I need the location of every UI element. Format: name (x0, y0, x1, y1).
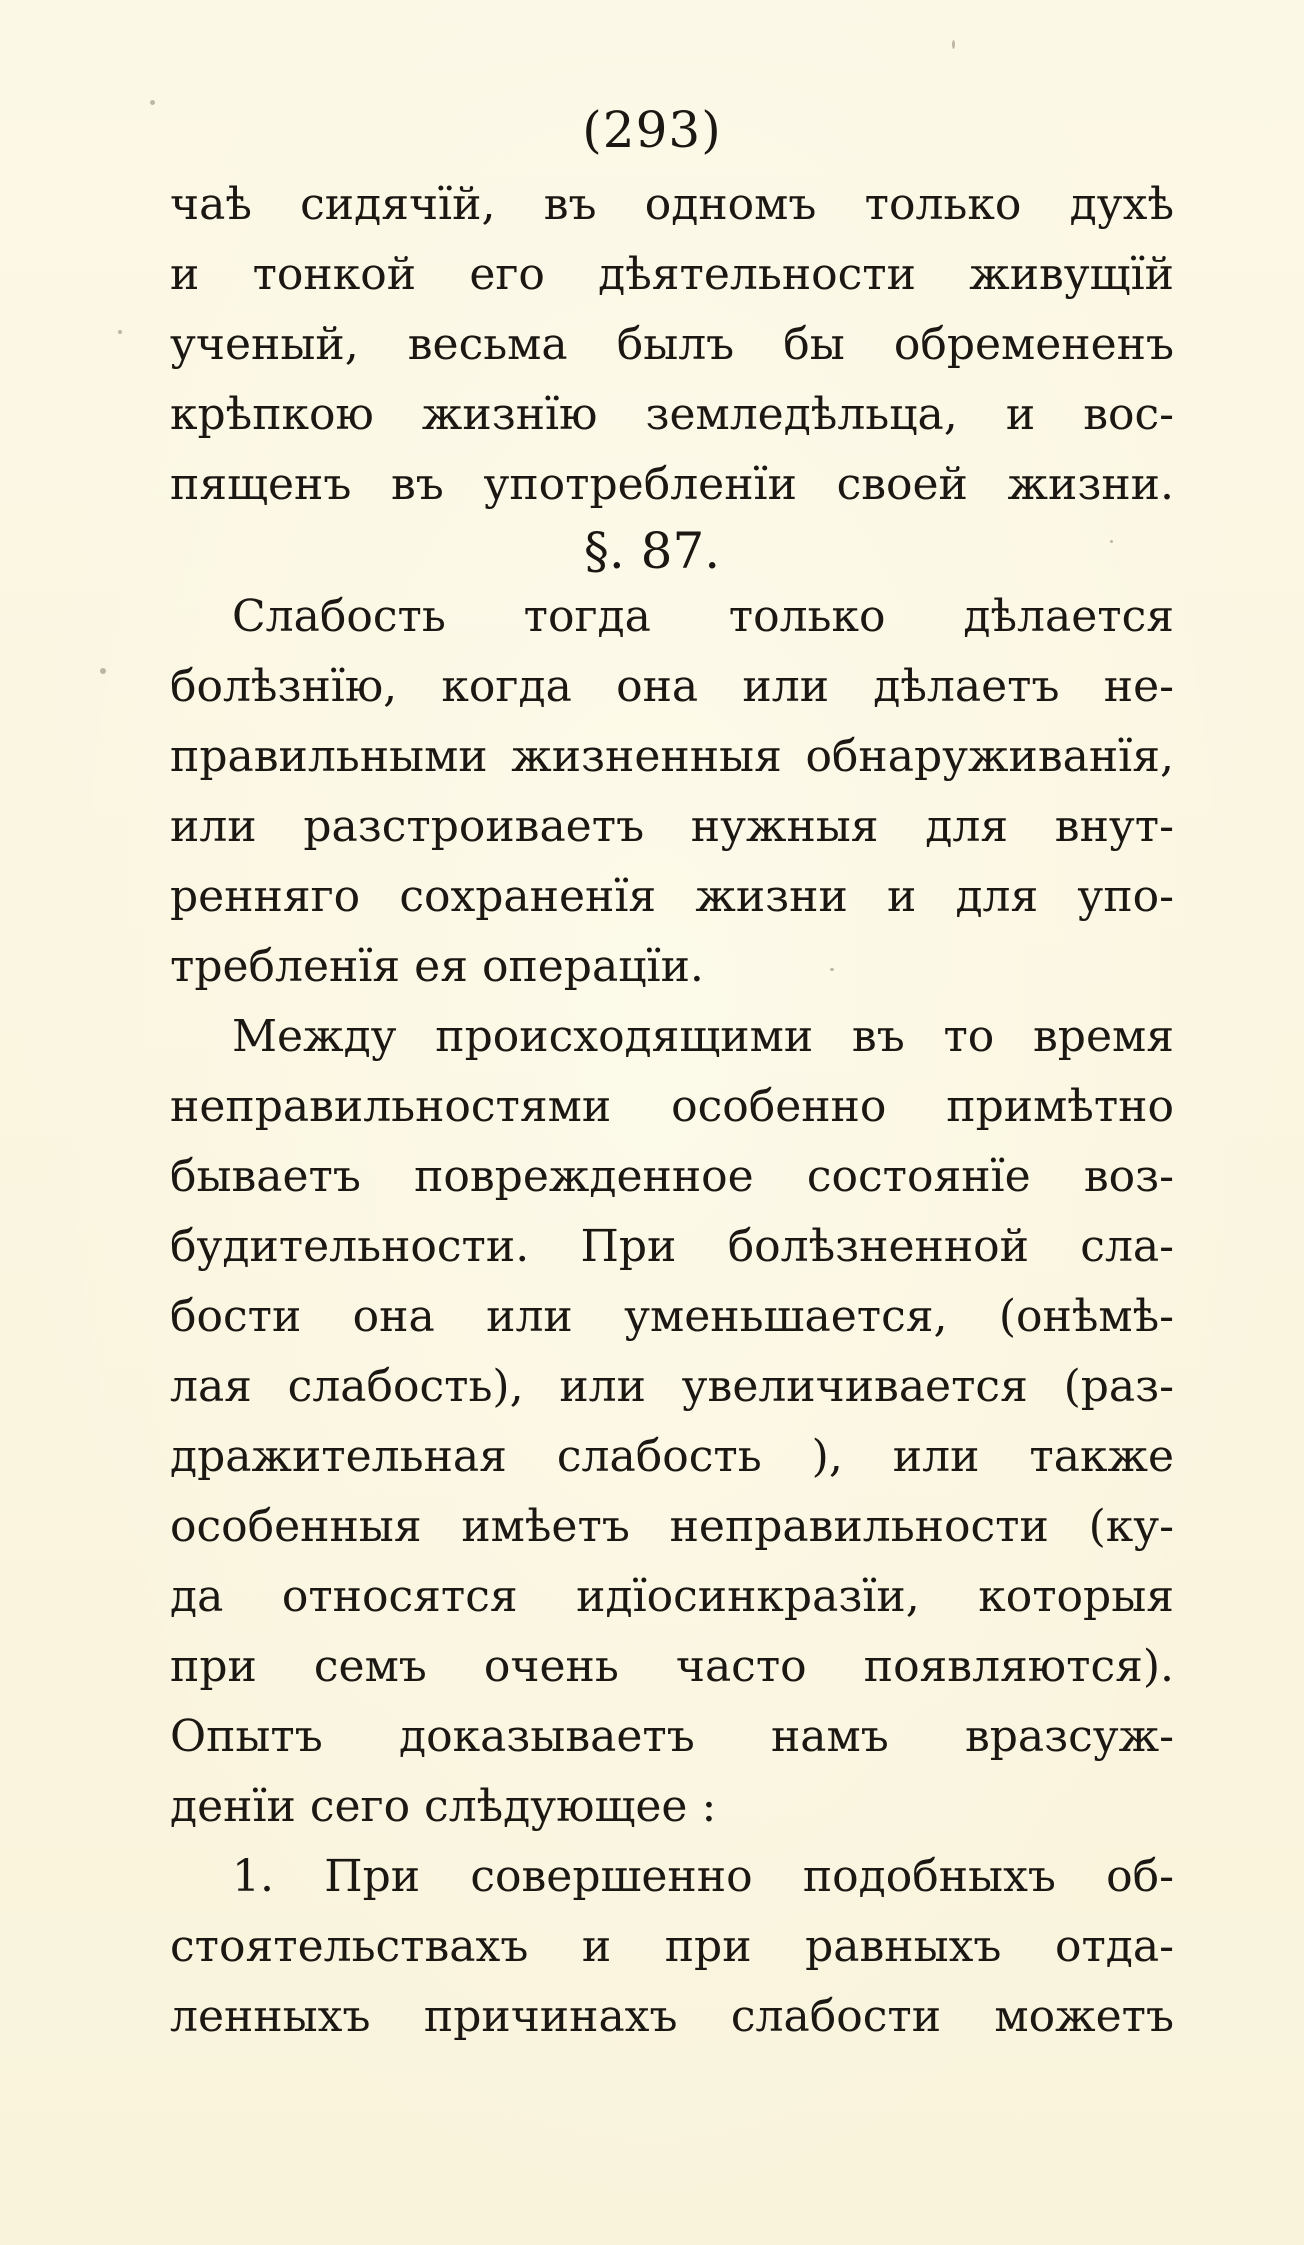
text-line: бости она или уменьшается, (онѣмѣ- (170, 1291, 1174, 1342)
text-line: правильными жизненныя обнаруживанїя, (170, 731, 1174, 782)
text-line: денїи сего слѣдующее : (170, 1781, 717, 1832)
text-line: стоятельствахъ и при равныхъ отда- (170, 1921, 1174, 1972)
text-line: крѣпкою жизнїю земледѣльца, и вос- (170, 389, 1174, 440)
text-line: и тонкой его дѣятельности живущїй (170, 249, 1174, 300)
text-line: да относятся идїосинкразїи, которыя (170, 1571, 1174, 1622)
text-line: ученый, весьма былъ бы обремененъ (170, 319, 1174, 370)
page-number: (293) (582, 101, 722, 159)
text-line: будительности. При болѣзненной сла- (170, 1221, 1174, 1272)
text-line: при семъ очень часто появляются). (170, 1641, 1174, 1692)
paper-speck (952, 40, 955, 49)
paper-speck (100, 668, 106, 674)
text-line: неправильностями особенно примѣтно (170, 1081, 1174, 1132)
text-line: бываетъ поврежденное состоянїе воз- (170, 1151, 1174, 1202)
text-line: ленныхъ причинахъ слабости можетъ (170, 1991, 1174, 2042)
text-line: лая слабость), или увеличивается (раз- (170, 1361, 1174, 1412)
text-line: или разстроиваетъ нужныя для внут- (170, 801, 1174, 852)
text-line: Между происходящими въ то время (232, 1011, 1174, 1062)
text-line: Слабость тогда только дѣлается (232, 591, 1174, 642)
section-heading: §. 87. (583, 522, 721, 580)
text-line: требленїя ея операцїи. (170, 941, 704, 992)
text-line: пященъ въ употребленїи своей жизни. (170, 459, 1174, 510)
text-line: особенныя имѣетъ неправильности (ку- (170, 1501, 1174, 1552)
text-line: Опытъ доказываетъ намъ вразсуж- (170, 1711, 1174, 1762)
text-line: дражительная слабость ), или также (170, 1431, 1174, 1482)
text-line: ренняго сохраненїя жизни и для упо- (170, 871, 1174, 922)
text-line: чаѣ сидячїй, въ одномъ только духѣ (170, 179, 1174, 230)
text-line: болѣзнїю, когда она или дѣлаетъ не- (170, 661, 1174, 712)
text-line: 1. При совершенно подобныхъ об- (232, 1851, 1174, 1902)
paper-speck (118, 330, 122, 334)
